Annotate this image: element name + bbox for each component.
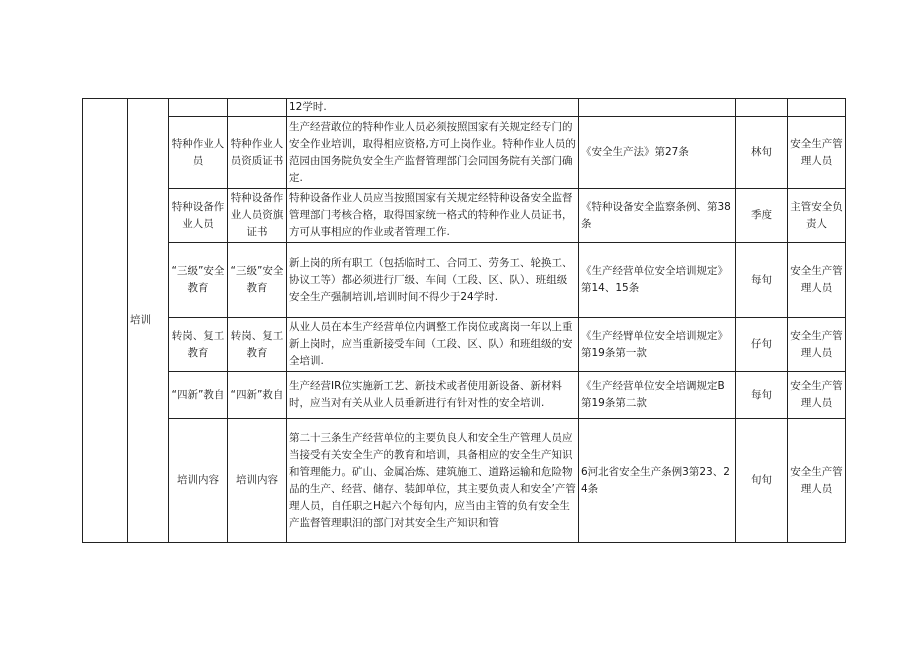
responsible-cell: 安全生产管理人员: [788, 318, 846, 372]
requirement-cell: 生产经营IR位实施新工艺、新技术或者使用新设备、新材料时，应当对有关从业人员垂新进行有针对性的安全培训.: [287, 372, 579, 419]
requirement-cell: 从业人员在本生产经营单位内调整工作岗位或离岗一年以上重新上岗时，应当重新接受车间（工段、区、队）和班组级的安全培训.: [287, 318, 579, 372]
responsible-cell: 主管安全负责人: [788, 189, 846, 243]
frequency-cell: 季度: [736, 189, 788, 243]
responsible-cell: 安全生产管理人员: [788, 243, 846, 318]
legal-basis-cell: 《特种设备安全监察条例、第38条: [579, 189, 736, 243]
responsible-cell: 安全生产管理人员: [788, 117, 846, 189]
frequency-cell: 旬旬: [736, 419, 788, 543]
table-row: [83, 318, 846, 372]
frequency-cell: 每旬: [736, 372, 788, 419]
certificate-cell: “四新”救自: [228, 372, 287, 419]
requirement-cell: 特种设备作业人员应当按照国家有关规定经特种设备安全监督管理部门考核合格，取得国家统一格式的特种作业人员证书，方可从事相应的作业或者管理工作.: [287, 189, 579, 243]
item-cell: [169, 99, 228, 117]
item-cell: 转岗、复工教育: [169, 318, 228, 372]
requirement-cell: 新上岗的所有职工（包括临时工、合同工、劳务工、轮换工、协议工等）都必须进行厂级、车间（工段、区、队）、班组级安全生产强制培训,培训时间不得少于24学时.: [287, 243, 579, 318]
item-cell: 培训内容: [169, 419, 228, 543]
table-row: [83, 419, 846, 543]
responsible-cell: 安全生产管理人员: [788, 372, 846, 419]
item-cell: “四新”教自: [169, 372, 228, 419]
responsible-cell: [788, 99, 846, 117]
frequency-cell: 每旬: [736, 243, 788, 318]
safety-training-table: [82, 98, 846, 543]
legal-basis-cell: [579, 99, 736, 117]
table-row: [83, 117, 846, 189]
certificate-cell: 培训内容: [228, 419, 287, 543]
requirement-cell: 第二十三条生产经营单位的主要负良人和安全生产管理人员应当接受有关安全生产的教育和培训，具备相应的安全生产知识和管理能力。矿山、金属冶炼、建筑施工、道路运输和危险物品的生产、经营、储存、装卸单位，其主要负责人和安全’产管理人员，自任职之H起六个每旬内，应当由主管的负有安全生产监督管理职汨的部门对其安全生产知识和管: [287, 419, 579, 543]
certificate-cell: 特种设备作业人员资旗证书: [228, 189, 287, 243]
responsible-cell: 安全生产管理人员: [788, 419, 846, 543]
item-cell: 特种作业人员: [169, 117, 228, 189]
legal-basis-cell: 《生产经营单位安全培训规定》第14、15条: [579, 243, 736, 318]
table-row: [83, 243, 846, 318]
requirement-cell: 12学时.: [287, 99, 579, 117]
certificate-cell: 转岗、复工教育: [228, 318, 287, 372]
certificate-cell: 特种作业人员资质证书: [228, 117, 287, 189]
frequency-cell: [736, 99, 788, 117]
item-cell: 特种设备作业人员: [169, 189, 228, 243]
category-cell: 培训: [128, 99, 169, 543]
empty-first-column-cell: [83, 99, 128, 543]
table-row: [83, 372, 846, 419]
certificate-cell: “三级”安全教育: [228, 243, 287, 318]
legal-basis-cell: 6河北省安全生产条例3第23、24条: [579, 419, 736, 543]
table-row: [83, 99, 846, 117]
legal-basis-cell: 《生产经营单位安全培调规定B第19条第二款: [579, 372, 736, 419]
legal-basis-cell: 《生产经臂单位安全培训规定》第19条第一款: [579, 318, 736, 372]
certificate-cell: [228, 99, 287, 117]
requirement-cell: 生产经营敢位的特种作业人员必须按照国家有关规定经专门的安全作业培训，取得相应资格,方可上岗作业。特种作业人员的范园由国务院负安全生产监督管理部门会同国务院有关部门确定.: [287, 117, 579, 189]
table-row: [83, 189, 846, 243]
item-cell: “三级”安全教育: [169, 243, 228, 318]
legal-basis-cell: 《安全生产法》第27条: [579, 117, 736, 189]
frequency-cell: 仔旬: [736, 318, 788, 372]
frequency-cell: 林旬: [736, 117, 788, 189]
